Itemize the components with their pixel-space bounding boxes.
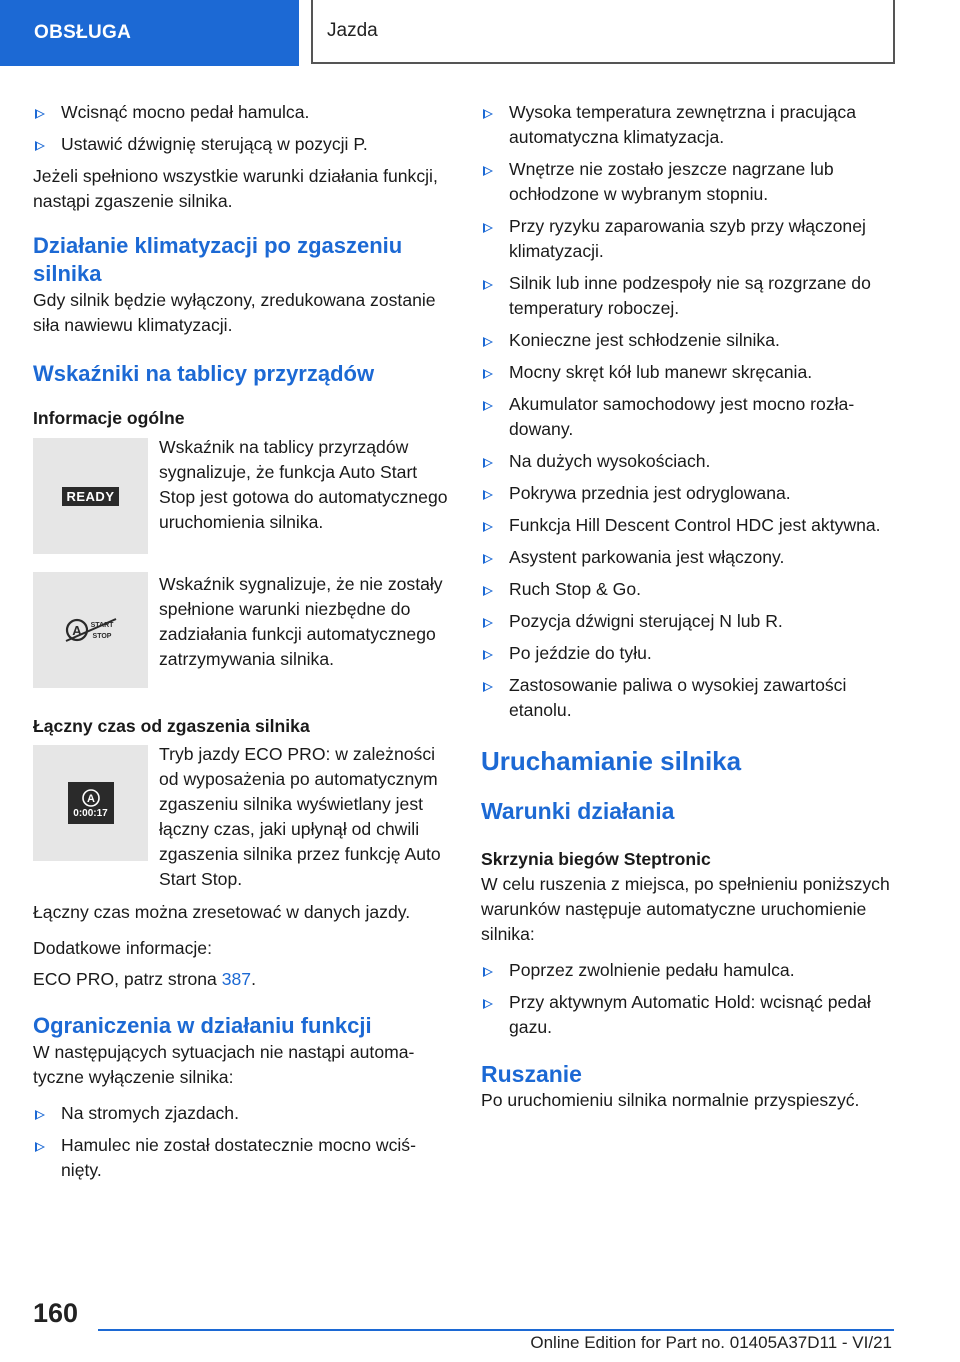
list-item: Silnik lub inne podzespoły nie są rozgrzane do temperatury roboczej.: [481, 271, 891, 321]
ready-indicator-image: [33, 438, 148, 554]
list-item: Funkcja Hill Descent Control HDC jest aktywna.: [481, 513, 891, 538]
figure-eco-time: [33, 742, 448, 892]
list-item: Ustawić dźwignię sterującą w pozycji P.: [33, 132, 448, 157]
section-tab[interactable]: OBSŁUGA: [0, 0, 299, 66]
triangle-bullet-icon: [483, 166, 493, 176]
paragraph: Łączny czas można zresetować w danych jazdy.: [33, 902, 411, 922]
cross-reference: ECO PRO, patrz strona 387.: [33, 969, 256, 989]
list-item: Hamulec nie został dostatecznie mocno wciśnięty.: [33, 1133, 448, 1183]
triangle-bullet-icon: [483, 682, 493, 692]
list-item: Poprzez zwolnienie pedału hamulca.: [481, 958, 891, 983]
figure-caption: Tryb jazdy ECO PRO: w zależności od wyposażenia po automatycznym zgaszeniu silnika wyświetlany jest łączny czas, jaki upłynął od chwili zgaszenia silnika przez funkcję Auto Start Stop.: [159, 744, 441, 889]
triangle-bullet-icon: [483, 650, 493, 660]
list-item: Po jeździe do tyłu.: [481, 641, 891, 666]
page-link[interactable]: 387: [221, 969, 252, 989]
timer-display-icon: A 0:00:17: [68, 782, 114, 824]
figure-ready: [33, 435, 448, 551]
paragraph: Dodatkowe informacje:: [33, 938, 212, 958]
list-item: Wnętrze nie zostało jeszcze nagrzane lub ochłodzone w wybranym stopniu.: [481, 157, 891, 207]
triangle-bullet-icon: [35, 1142, 45, 1152]
triangle-bullet-icon: [483, 369, 493, 379]
triangle-bullet-icon: [483, 554, 493, 564]
triangle-bullet-icon: [483, 337, 493, 347]
list-item: Pozycja dźwigni sterującej N lub R.: [481, 609, 891, 634]
subheading-czas: Łączny czas od zgaszenia silnika: [33, 716, 310, 736]
paragraph: Po uruchomieniu silnika normalnie przyspieszyć.: [481, 1090, 860, 1110]
triangle-bullet-icon: [483, 458, 493, 468]
list-item: Asystent parkowania jest włączony.: [481, 545, 891, 570]
paragraph: W celu ruszenia z miejsca, po spełnieniu poniższych warunków następuje automatyczne uruchomienie silnika:: [481, 874, 890, 944]
heading-ruszanie: Ruszanie: [481, 1061, 582, 1087]
bullet-list-top: [33, 100, 448, 157]
list-item: Na dużych wysokościach.: [481, 449, 891, 474]
figure-caption: Wskaźnik sygnalizuje, że nie zostały spełnione warunki niezbędne do zadziałania funkcji automatycznego zatrzymywania silnika.: [159, 574, 443, 669]
list-item: Konieczne jest schłodzenie silnika.: [481, 328, 891, 353]
heading-klimatyzacja: Działanie klimatyzacji po zgaszeniu silnika: [33, 233, 403, 286]
ready-icon: READY: [62, 487, 118, 506]
list-item: Mocny skręt kół lub manewr skręcania.: [481, 360, 891, 385]
heading-uruchamianie: Uruchamianie silnika: [481, 746, 742, 776]
svg-text:A: A: [86, 792, 95, 805]
list-item: Wcisnąć mocno pedał hamulca.: [33, 100, 448, 125]
triangle-bullet-icon: [483, 618, 493, 628]
page-number: 160: [33, 1298, 79, 1328]
triangle-bullet-icon: [483, 999, 493, 1009]
footer-divider: [98, 1329, 894, 1331]
list-item: Na stromych zjazdach.: [33, 1101, 448, 1126]
bullet-list-start: [481, 958, 891, 1040]
figure-start-stop: [33, 572, 448, 688]
edition-label: Online Edition for Part no. 01405A37D11 - VI/21: [530, 1333, 892, 1352]
triangle-bullet-icon: [483, 967, 493, 977]
svg-text:STOP: STOP: [92, 633, 111, 640]
heading-warunki: Warunki działania: [481, 798, 675, 824]
paragraph: W następujących sytuacjach nie nastąpi automatyczne wyłączenie silnika:: [33, 1042, 415, 1087]
triangle-bullet-icon: [483, 522, 493, 532]
triangle-bullet-icon: [35, 1110, 45, 1120]
eco-time-indicator-image: [33, 745, 148, 861]
start-stop-indicator-image: [33, 572, 148, 688]
triangle-bullet-icon: [35, 141, 45, 151]
list-item: Przy aktywnym Automatic Hold: wcisnąć pedał gazu.: [481, 990, 891, 1040]
figure-caption: Wskaźnik na tablicy przyrządów sygnalizuje, że funkcja Auto Start Stop jest gotowa do automatycznego uruchomienia silnika.: [159, 437, 448, 532]
triangle-bullet-icon: [483, 223, 493, 233]
paragraph: Gdy silnik będzie wyłączony, zredukowana zostanie siła nawiewu klimatyzacji.: [33, 290, 436, 335]
list-item: Wysoka temperatura zewnętrzna i pracująca automatyczna klimatyzacja.: [481, 100, 891, 150]
left-column: [33, 100, 448, 1190]
auto-start-stop-off-icon: [64, 616, 118, 644]
bullet-list-conditions: [481, 100, 891, 723]
chapter-title: Jazda: [311, 0, 895, 64]
triangle-bullet-icon: [483, 490, 493, 500]
right-column: [481, 100, 891, 1124]
list-item: Zastosowanie paliwa o wysokiej zawartości etanolu.: [481, 673, 891, 723]
heading-wskazniki: Wskaźniki na tablicy przyrządów: [33, 361, 375, 386]
triangle-bullet-icon: [483, 280, 493, 290]
triangle-bullet-icon: [35, 109, 45, 119]
triangle-bullet-icon: [483, 586, 493, 596]
paragraph: Jeżeli spełniono wszystkie warunki działania funkcji, nastąpi zgaszenie silnika.: [33, 166, 438, 211]
subheading-informacje: Informacje ogólne: [33, 408, 185, 428]
list-item: Pokrywa przednia jest odryglowana.: [481, 481, 891, 506]
bullet-list-bottom: [33, 1101, 448, 1183]
triangle-bullet-icon: [483, 401, 493, 411]
list-item: Ruch Stop & Go.: [481, 577, 891, 602]
svg-text:START: START: [90, 622, 113, 629]
heading-ograniczenia: Ograniczenia w działaniu funkcji: [33, 1013, 372, 1038]
triangle-bullet-icon: [483, 109, 493, 119]
svg-text:A: A: [71, 623, 82, 638]
list-item: Przy ryzyku zaparowania szyb przy włączonej klimatyzacji.: [481, 214, 891, 264]
list-item: Akumulator samochodowy jest mocno rozładowany.: [481, 392, 891, 442]
subheading-skrzynia: Skrzynia biegów Steptronic: [481, 849, 711, 869]
